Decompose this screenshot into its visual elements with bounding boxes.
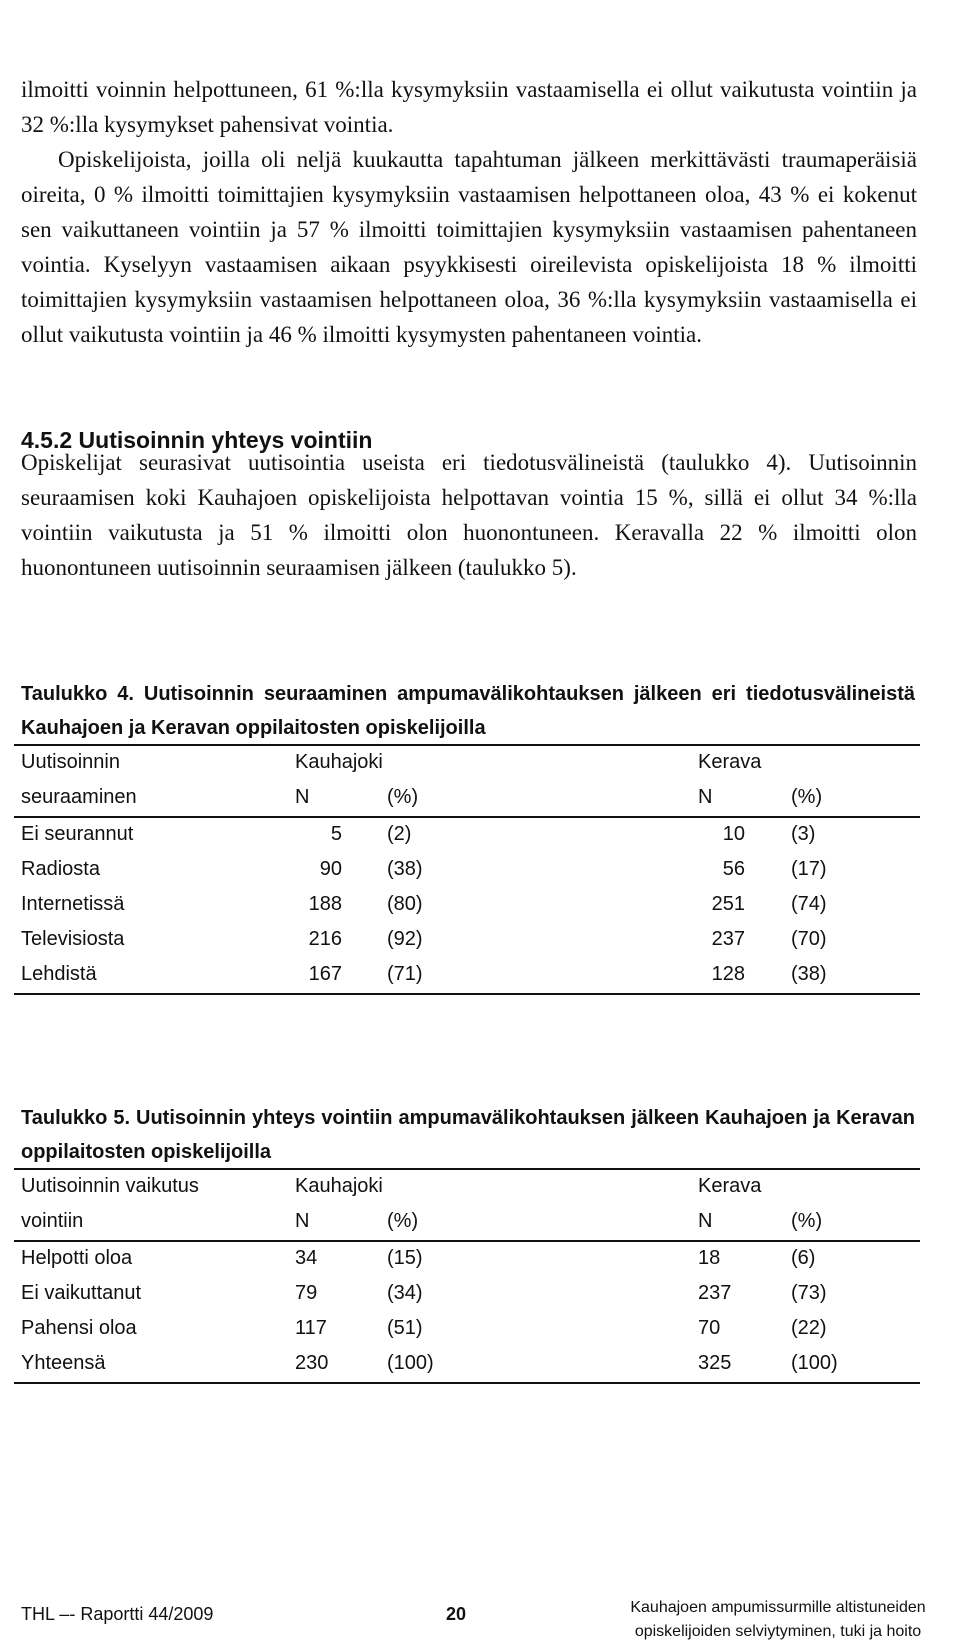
table4-header-pct-kerava: (%) [791, 786, 823, 808]
kauhajoki-pct: (38) [387, 858, 423, 880]
table4-header-pct-kauhajoki: (%) [387, 786, 419, 808]
kauhajoki-pct: (34) [387, 1282, 423, 1304]
kerava-n: 56 [722, 858, 745, 880]
row-label: Radiosta [21, 858, 100, 880]
kauhajoki-pct: (51) [387, 1317, 423, 1339]
table5-header-label2: vointiin [21, 1210, 84, 1232]
table-row [14, 853, 920, 888]
kerava-pct: (70) [791, 928, 827, 950]
table4-bottom-rule [14, 993, 920, 995]
kauhajoki-n: 216 [308, 928, 342, 950]
table-row [14, 1242, 920, 1277]
table-row [14, 818, 920, 853]
table4-header-n-kerava: N [698, 786, 713, 808]
table4-header-label2: seuraaminen [21, 786, 137, 808]
table5-header-n-kauhajoki: N [295, 1210, 310, 1232]
kauhajoki-n: 188 [308, 893, 342, 915]
kauhajoki-n: 167 [308, 963, 342, 985]
table4-header-row2 [14, 781, 920, 816]
table5-bottom-rule [14, 1382, 920, 1384]
kauhajoki-n: 5 [330, 823, 342, 845]
kauhajoki-n: 117 [295, 1317, 327, 1339]
kauhajoki-n: 90 [319, 858, 342, 880]
kerava-n: 237 [698, 1282, 732, 1304]
table4-caption: Taulukko 4. Uutisoinnin seuraaminen ampumavälikohtauksen jälkeen eri tiedotusvälineistä Kauhajoen ja Keravan oppilaitosten opiskelijoilla [21, 683, 915, 739]
row-label: Helpotti oloa [21, 1247, 133, 1269]
table4-header-kauhajoki: Kauhajoki [295, 751, 383, 773]
table-row [14, 888, 920, 923]
kerava-n: 70 [698, 1317, 721, 1339]
kerava-n: 18 [698, 1247, 721, 1269]
kerava-pct: (17) [791, 858, 827, 880]
table5-header-pct-kauhajoki: (%) [387, 1210, 419, 1232]
row-label: Yhteensä [21, 1352, 106, 1374]
row-label: Lehdistä [21, 963, 97, 985]
kauhajoki-pct: (71) [387, 963, 423, 985]
table5 [14, 1168, 920, 1384]
section-heading: 4.5.2 Uutisoinnin yhteys vointiin [21, 427, 373, 453]
kauhajoki-pct: (15) [387, 1247, 423, 1269]
table5-header-label: Uutisoinnin vaikutus [21, 1175, 199, 1197]
table5-header-kauhajoki: Kauhajoki [295, 1175, 383, 1197]
row-label: Ei vaikuttanut [21, 1282, 142, 1304]
kerava-pct: (100) [791, 1352, 838, 1374]
kauhajoki-n: 79 [295, 1282, 318, 1304]
table-row [14, 1277, 920, 1312]
table4 [14, 744, 920, 995]
table-row [14, 923, 920, 958]
table5-caption: Taulukko 5. Uutisoinnin yhteys vointiin ampumavälikohtauksen jälkeen Kauhajoen ja Keravan oppilaitosten opiskelijoilla [21, 1107, 915, 1163]
kauhajoki-n: 34 [295, 1247, 318, 1269]
table5-header-kerava: Kerava [698, 1175, 762, 1197]
table4-header-row1 [14, 746, 920, 781]
row-label: Pahensi oloa [21, 1317, 137, 1339]
footer-title-line2: opiskelijoiden selviytyminen, tuki ja hoito [634, 1623, 922, 1640]
kerava-n: 10 [722, 823, 745, 845]
table5-header-row1 [14, 1170, 920, 1205]
kerava-pct: (6) [791, 1247, 816, 1269]
kerava-pct: (22) [791, 1317, 827, 1339]
kauhajoki-n: 230 [295, 1352, 329, 1374]
kauhajoki-pct: (80) [387, 893, 423, 915]
table-row [14, 958, 920, 993]
kauhajoki-pct: (92) [387, 928, 423, 950]
kauhajoki-pct: (100) [387, 1352, 434, 1374]
row-label: Televisiosta [21, 928, 125, 950]
footer-report-title [610, 1596, 946, 1644]
paragraph-intro: ilmoitti voinnin helpottuneen, 61 %:lla kysymyksiin vastaamisella ei ollut vaikutusta vointiin ja 32 %:lla kysymykset pahensivat vointia. [21, 77, 917, 137]
table-row [14, 1347, 920, 1382]
kauhajoki-pct: (2) [387, 823, 412, 845]
footer-report-id: THL –- Raportti 44/2009 [21, 1604, 214, 1624]
table5-header-pct-kerava: (%) [791, 1210, 823, 1232]
table4-header-label: Uutisoinnin [21, 751, 120, 773]
kerava-pct: (38) [791, 963, 827, 985]
kerava-pct: (3) [791, 823, 816, 845]
paragraph-trauma-symptoms: Opiskelijoista, joilla oli neljä kuukautta tapahtuman jälkeen merkittävästi traumaperäisiä oireita, 0 % ilmoitti toimittajien kysymyksiin vastaamisen helpottaneen oloa, 43 % ei kokenut sen vaikuttaneen vointiin ja 57 % ilmoitti toimittajien kysymyksiin vastaamisen pahentaneen vointia. Kyselyyn vastaamisen aikaan psyykkisesti oireilevista opiskelijoista 18 % ilmoitti toimittajien kysymyksiin vastaamisen helpottaneen oloa, 36 %:lla kysymyksiin vastaamisella ei ollut vaikutusta vointiin ja 46 % ilmoitti kysymysten pahentaneen vointia. [21, 147, 917, 347]
kerava-n: 128 [711, 963, 745, 985]
table5-header-n-kerava: N [698, 1210, 713, 1232]
row-label: Internetissä [21, 893, 125, 915]
kerava-pct: (73) [791, 1282, 827, 1304]
kerava-n: 325 [698, 1352, 732, 1374]
kerava-n: 237 [711, 928, 745, 950]
table4-header-n-kauhajoki: N [295, 786, 310, 808]
footer-title-line1: Kauhajoen ampumissurmille altistuneiden [630, 1599, 926, 1616]
kerava-pct: (74) [791, 893, 827, 915]
row-label: Ei seurannut [21, 823, 134, 845]
kerava-n: 251 [711, 893, 745, 915]
table4-header-kerava: Kerava [698, 751, 762, 773]
table5-header-row2 [14, 1205, 920, 1240]
paragraph-news-following: Opiskelijat seurasivat uutisointia useista eri tiedotusvälineistä (taulukko 4). Uutisoinnin seuraamisen koki Kauhajoen opiskelijoista helpottavan vointia 15 %, sillä ei ollut 34 %:lla vointiin vaikutusta ja 51 % ilmoitti olon huonontuneen. Keravalla 22 % ilmoitti olon huonontuneen uutisoinnin seuraamisen jälkeen (taulukko 5). [21, 450, 917, 580]
page-number: 20 [446, 1604, 467, 1624]
table-row [14, 1312, 920, 1347]
